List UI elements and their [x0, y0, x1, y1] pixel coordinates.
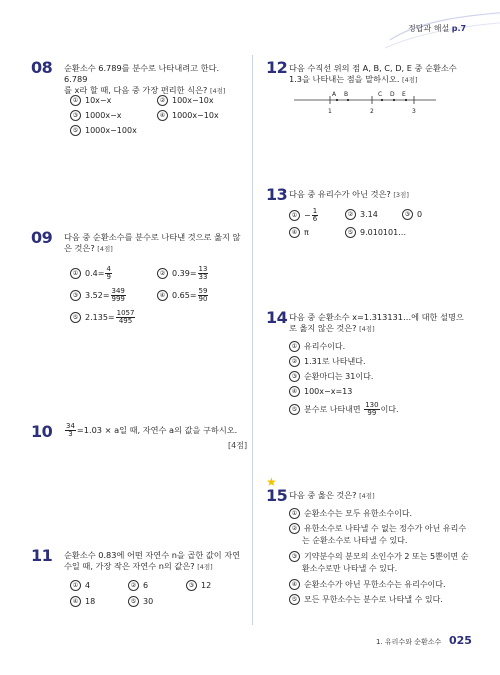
question-14-text [289, 312, 469, 335]
q11-option-5[interactable]: ⑤ 30 [128, 596, 153, 607]
question-number-09: 09 [31, 228, 53, 247]
number-line [290, 88, 440, 116]
question-14-points: [4점] [359, 325, 375, 333]
question-number-10: 10 [31, 422, 53, 441]
q14-option-5[interactable]: ⑤ 분수로 나타내면 $\frac{130}{99}$ 이다. [289, 402, 399, 417]
question-09-points: [4점] [97, 245, 113, 253]
question-number-13: 13 [266, 185, 288, 204]
question-14-line2: 로 옳지 않은 것은? [289, 323, 357, 333]
question-number-15: 15 [266, 486, 288, 505]
point-D: D [390, 91, 395, 98]
dot-B [347, 99, 349, 101]
point-A: A [332, 91, 337, 98]
q15-option-1[interactable]: ① 순환소수는 모두 유한소수이다. [289, 508, 412, 519]
q09-option-3[interactable]: ③ 3.52= $\frac{349}{999}$ [70, 288, 127, 303]
question-09-text [64, 232, 244, 255]
footer-page-number: 025 [449, 634, 472, 647]
q13-option-5[interactable]: ⑤ 9.010101… [345, 227, 406, 238]
q08-option-4[interactable]: ④ 1000x−10x [157, 110, 219, 121]
q14-option-3[interactable]: ③ 순환마디는 31이다. [289, 371, 373, 382]
question-15-text: 다음 중 옳은 것은? [4점] [289, 490, 375, 500]
q08-option-1[interactable]: ① 10x−x [70, 95, 111, 106]
q15-option-2-cont: 는 순환소수로 나타낼 수 있다. [302, 536, 408, 545]
q11-option-2[interactable]: ② 6 [128, 580, 148, 591]
question-10-text: $\frac{34}{3}$ =1.03 × a일 때, 자연수 a의 값을 구하시오. [66, 422, 238, 438]
tick-3: 3 [412, 108, 416, 115]
tick-2: 2 [370, 108, 374, 115]
q11-option-4[interactable]: ④ 18 [70, 596, 95, 607]
dot-E [405, 99, 407, 101]
dot-A [336, 99, 338, 101]
q08-option-2[interactable]: ② 100x−10x [157, 95, 214, 106]
question-12-text [289, 63, 469, 86]
tick-1: 1 [328, 108, 332, 115]
question-13-text: 다음 중 유리수가 아닌 것은? [3점] [289, 189, 409, 199]
question-11-line2: 수일 때, 가장 작은 자연수 n의 값은? [64, 561, 195, 571]
question-08-line2: 를 x라 할 때, 다음 중 가장 편리한 식은? [64, 85, 208, 95]
column-divider [252, 55, 253, 625]
question-15-points: [4점] [359, 492, 375, 500]
q13-option-4[interactable]: ④ π [289, 227, 309, 238]
q11-option-1[interactable]: ① 4 [70, 580, 90, 591]
q13-option-3[interactable]: ③ 0 [402, 209, 422, 220]
point-C: C [378, 91, 383, 98]
q09-option-5[interactable]: ⑤ 2.135= $\frac{1057}{495}$ [70, 310, 136, 325]
point-B: B [344, 91, 349, 98]
question-09-line2: 은 것은? [64, 243, 95, 253]
q14-option-2[interactable]: ② 1.31로 나타낸다. [289, 356, 366, 367]
q15-option-4[interactable]: ④ 순환소수가 아닌 무한소수는 유리수이다. [289, 579, 446, 590]
question-12-line1: 다음 수직선 위의 점 A, B, C, D, E 중 순환소수 [289, 63, 457, 73]
q08-option-5[interactable]: ⑤ 1000x−100x [70, 125, 137, 136]
question-09-line1: 다음 중 순환소수를 분수로 나타낸 것으로 옳지 않 [64, 232, 241, 242]
dot-D [393, 99, 395, 101]
question-14-line1: 다음 중 순환소수 x=1.313131…에 대한 설명으 [289, 312, 464, 322]
point-E: E [402, 91, 406, 98]
question-12-points: [4점] [402, 76, 418, 84]
q09-option-4[interactable]: ④ 0.65= $\frac{59}{90}$ [157, 288, 209, 303]
q09-option-2[interactable]: ② 0.39= $\frac{13}{33}$ [157, 266, 209, 281]
question-13-points: [3점] [393, 191, 409, 199]
question-number-14: 14 [266, 308, 288, 327]
q14-option-1[interactable]: ① 유리수이다. [289, 341, 345, 352]
q15-option-5[interactable]: ⑤ 모든 무한소수는 분수로 나타낼 수 있다. [289, 594, 443, 605]
question-number-11: 11 [31, 546, 53, 565]
question-08-line1: 순환소수 6.789를 분수로 나타내려고 한다. 6.789 [64, 63, 220, 84]
question-number-12: 12 [266, 58, 288, 77]
q15-option-3-cont: 환소수로만 나타낼 수 있다. [302, 564, 398, 573]
star-icon: ★ [266, 475, 277, 489]
q11-option-3[interactable]: ③ 12 [186, 580, 211, 591]
q09-option-1[interactable]: ① 0.4= $\frac{4}{9}$ [70, 266, 113, 281]
question-10-points: [4점] [228, 441, 248, 450]
question-12-line2: 1.3을 나타내는 점을 말하시오. [289, 74, 400, 84]
q14-option-4[interactable]: ④ 100x−x=13 [289, 386, 352, 397]
q13-option-1[interactable]: ① − $\frac{1}{6}$ [289, 208, 319, 223]
dot-C [381, 99, 383, 101]
q15-option-2[interactable]: ② 유한소수로 나타낼 수 없는 정수가 아닌 유리수 [289, 523, 466, 534]
question-08-points: [4점] [209, 87, 226, 95]
question-11-line1: 순환소수 0.83에 어떤 자연수 n을 곱한 값이 자연 [64, 550, 241, 560]
q15-option-3[interactable]: ③ 기약분수의 분모의 소인수가 2 또는 5뿐이면 순 [289, 551, 469, 562]
footer-chapter: 1. 유리수와 순환소수 [376, 638, 442, 646]
question-08-text [64, 63, 244, 97]
question-11-points: [4점] [197, 563, 213, 571]
answer-reference-label: 정답과 해설 [408, 24, 450, 33]
answer-reference-page: p.7 [451, 24, 467, 33]
answer-reference [408, 23, 466, 34]
question-number-08: 08 [31, 58, 53, 77]
question-11-text [64, 550, 244, 573]
q08-option-3[interactable]: ③ 1000x−x [70, 110, 122, 121]
q13-option-2[interactable]: ② 3.14 [345, 209, 378, 220]
